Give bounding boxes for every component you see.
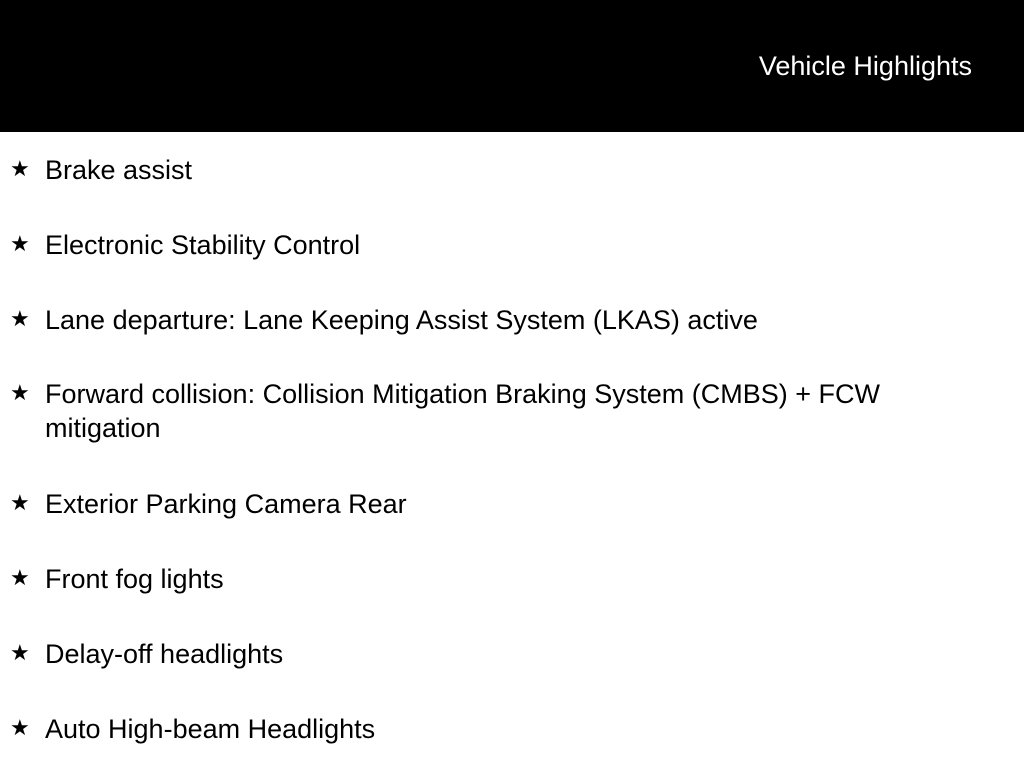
star-icon: ★ (10, 716, 30, 741)
list-item-text: Exterior Parking Camera Rear (45, 489, 407, 519)
list-item-text: Auto High-beam Headlights (45, 714, 376, 744)
list-item-text: Forward collision: Collision Mitigation Braking System (CMBS) + FCW mitigation (45, 379, 880, 443)
list-item-text: Electronic Stability Control (45, 230, 361, 260)
list-item-text: Delay-off headlights (45, 639, 284, 669)
list-item-text: Brake assist (45, 155, 193, 185)
star-icon: ★ (10, 157, 30, 182)
header-banner (0, 0, 1024, 132)
star-icon: ★ (10, 491, 30, 516)
list-item-text: Lane departure: Lane Keeping Assist System (LKAS) active (45, 305, 758, 335)
star-icon: ★ (10, 381, 30, 406)
list-item-text: Front fog lights (45, 564, 224, 594)
star-icon: ★ (10, 232, 30, 257)
page-title: Vehicle Highlights (758, 51, 972, 81)
star-icon: ★ (10, 641, 30, 666)
star-icon: ★ (10, 566, 30, 591)
star-icon: ★ (10, 307, 30, 332)
